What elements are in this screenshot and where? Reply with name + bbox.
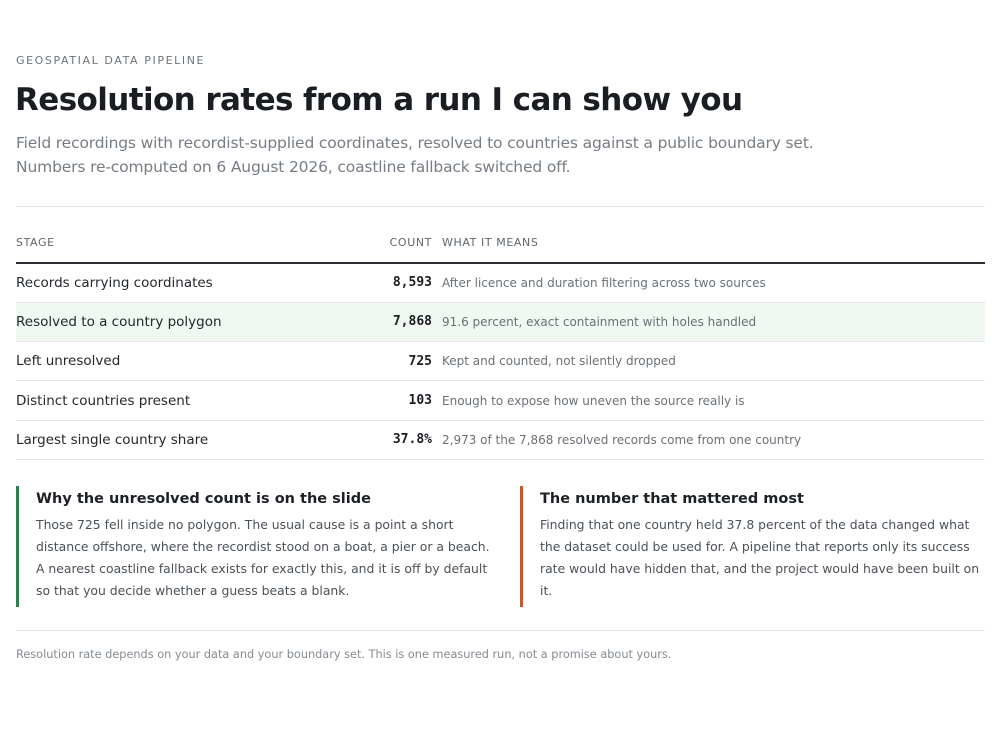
column-header-meaning: WHAT IT MEANS: [442, 236, 985, 263]
count-cell: 37.8%: [389, 420, 442, 459]
note-body: Finding that one country held 37.8 percent of the data changed what the dataset could be used for. A pipeline that reports only its success rate would have hidden that, and the project would have been built on it.: [540, 517, 980, 598]
count-cell: 7,868: [389, 302, 442, 341]
table-row-highlighted: [16, 302, 985, 341]
lede-paragraph: [16, 131, 916, 179]
stage-cell: Distinct countries present: [16, 381, 389, 420]
eyebrow-label: GEOSPATIAL DATA PIPELINE: [16, 54, 206, 67]
bottom-divider: [16, 630, 985, 631]
note-title: The number that mattered most: [540, 491, 804, 507]
lede-line: Numbers re-computed on 6 August 2026, coastline fallback switched off.: [16, 158, 571, 176]
table-row: [16, 342, 985, 381]
count-cell: 725: [389, 342, 442, 381]
count-cell: 103: [389, 381, 442, 420]
note-unresolved: [16, 486, 496, 607]
table-row: [16, 381, 985, 420]
meaning-cell: Enough to expose how uneven the source really is: [442, 381, 985, 420]
stage-cell: Largest single country share: [16, 420, 389, 459]
meaning-cell: 91.6 percent, exact containment with holes handled: [442, 302, 985, 341]
notes-section: [16, 486, 985, 607]
stage-cell: Resolved to a country polygon: [16, 302, 389, 341]
meaning-cell: 2,973 of the 7,868 resolved records come from one country: [442, 420, 985, 459]
table-row: [16, 420, 985, 459]
meaning-cell: After licence and duration filtering across two sources: [442, 263, 985, 302]
top-divider: [16, 206, 985, 207]
column-header-count: COUNT: [389, 236, 442, 263]
meaning-cell: Kept and counted, not silently dropped: [442, 342, 985, 381]
table-header-row: [16, 236, 985, 263]
footnote: Resolution rate depends on your data and your boundary set. This is one measured run, not a promise about yours.: [16, 648, 672, 661]
table-row: [16, 263, 985, 302]
note-mattered: [520, 486, 985, 607]
column-header-stage: STAGE: [16, 236, 389, 263]
page-title: Resolution rates from a run I can show you: [15, 82, 743, 118]
stages-table: [16, 236, 985, 460]
stage-cell: Records carrying coordinates: [16, 263, 389, 302]
lede-line: Field recordings with recordist-supplied coordinates, resolved to countries against a public boundary set.: [16, 134, 814, 152]
count-cell: 8,593: [389, 263, 442, 302]
note-title: Why the unresolved count is on the slide: [36, 491, 371, 507]
stage-cell: Left unresolved: [16, 342, 389, 381]
note-body: Those 725 fell inside no polygon. The usual cause is a point a short distance offshore, where the recordist stood on a boat, a pier or a beach. A nearest coastline fallback exists for exactly this, and it is off by default so that you decide whether a guess beats a blank.: [36, 517, 490, 598]
